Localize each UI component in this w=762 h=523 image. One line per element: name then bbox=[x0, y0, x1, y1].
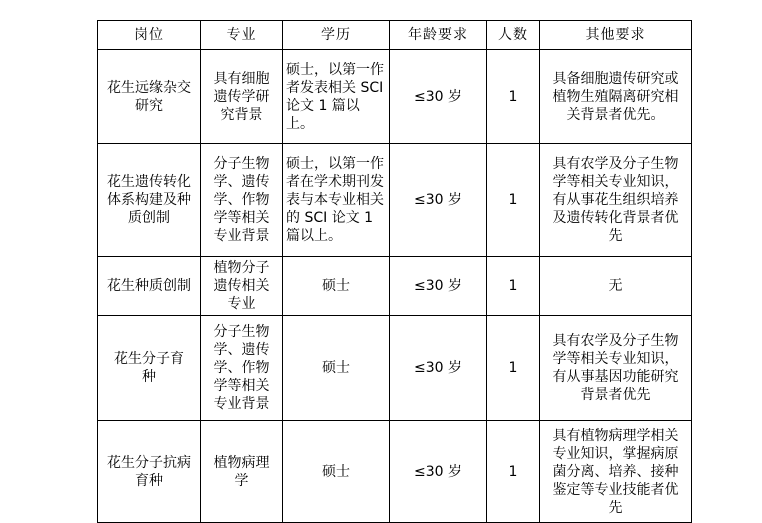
cell-count: 1 bbox=[487, 257, 540, 316]
table-row bbox=[98, 144, 692, 257]
cell-education: 硕士 bbox=[283, 316, 390, 421]
cell-other: 具有植物病理学相关专业知识，掌握病原菌分离、培养、接种鉴定等专业技能者优先 bbox=[540, 421, 692, 523]
cell-age: ≤30 岁 bbox=[390, 144, 487, 257]
cell-post: 花生遗传转化体系构建及种质创制 bbox=[98, 144, 201, 257]
cell-age: ≤30 岁 bbox=[390, 316, 487, 421]
cell-major: 分子生物学、遗传学、作物学等相关专业背景 bbox=[201, 316, 283, 421]
cell-age: ≤30 岁 bbox=[390, 421, 487, 523]
cell-other: 具有农学及分子生物学等相关专业知识，有从事基因功能研究背景者优先 bbox=[540, 316, 692, 421]
cell-age: ≤30 岁 bbox=[390, 257, 487, 316]
cell-other: 具备细胞遗传研究或植物生殖隔离研究相关背景者优先。 bbox=[540, 50, 692, 144]
header-post: 岗位 bbox=[98, 21, 201, 50]
cell-other: 无 bbox=[540, 257, 692, 316]
cell-major: 分子生物学、遗传学、作物学等相关专业背景 bbox=[201, 144, 283, 257]
header-count: 人数 bbox=[487, 21, 540, 50]
cell-other: 具有农学及分子生物学等相关专业知识，有从事花生组织培养及遗传转化背景者优先 bbox=[540, 144, 692, 257]
header-other: 其他要求 bbox=[540, 21, 692, 50]
table-header-row bbox=[98, 21, 692, 50]
header-age: 年龄要求 bbox=[390, 21, 487, 50]
table-row bbox=[98, 50, 692, 144]
cell-major: 植物病理学 bbox=[201, 421, 283, 523]
cell-education: 硕士 bbox=[283, 421, 390, 523]
cell-major: 植物分子遗传相关专业 bbox=[201, 257, 283, 316]
header-education: 学历 bbox=[283, 21, 390, 50]
cell-post: 花生种质创制 bbox=[98, 257, 201, 316]
cell-education: 硕士，以第一作者在学术期刊发表与本专业相关的 SCI 论文 1 篇以上。 bbox=[283, 144, 390, 257]
header-major: 专业 bbox=[201, 21, 283, 50]
table-row bbox=[98, 257, 692, 316]
table-row bbox=[98, 316, 692, 421]
cell-education: 硕士，以第一作者发表相关 SCI 论文 1 篇以上。 bbox=[283, 50, 390, 144]
recruitment-table bbox=[97, 20, 692, 523]
table-row bbox=[98, 421, 692, 523]
cell-count: 1 bbox=[487, 316, 540, 421]
cell-count: 1 bbox=[487, 421, 540, 523]
cell-post: 花生分子抗病育种 bbox=[98, 421, 201, 523]
cell-age: ≤30 岁 bbox=[390, 50, 487, 144]
cell-education: 硕士 bbox=[283, 257, 390, 316]
cell-post: 花生远缘杂交研究 bbox=[98, 50, 201, 144]
cell-major: 具有细胞遗传学研究背景 bbox=[201, 50, 283, 144]
cell-post: 花生分子育种 bbox=[98, 316, 201, 421]
cell-count: 1 bbox=[487, 50, 540, 144]
cell-count: 1 bbox=[487, 144, 540, 257]
